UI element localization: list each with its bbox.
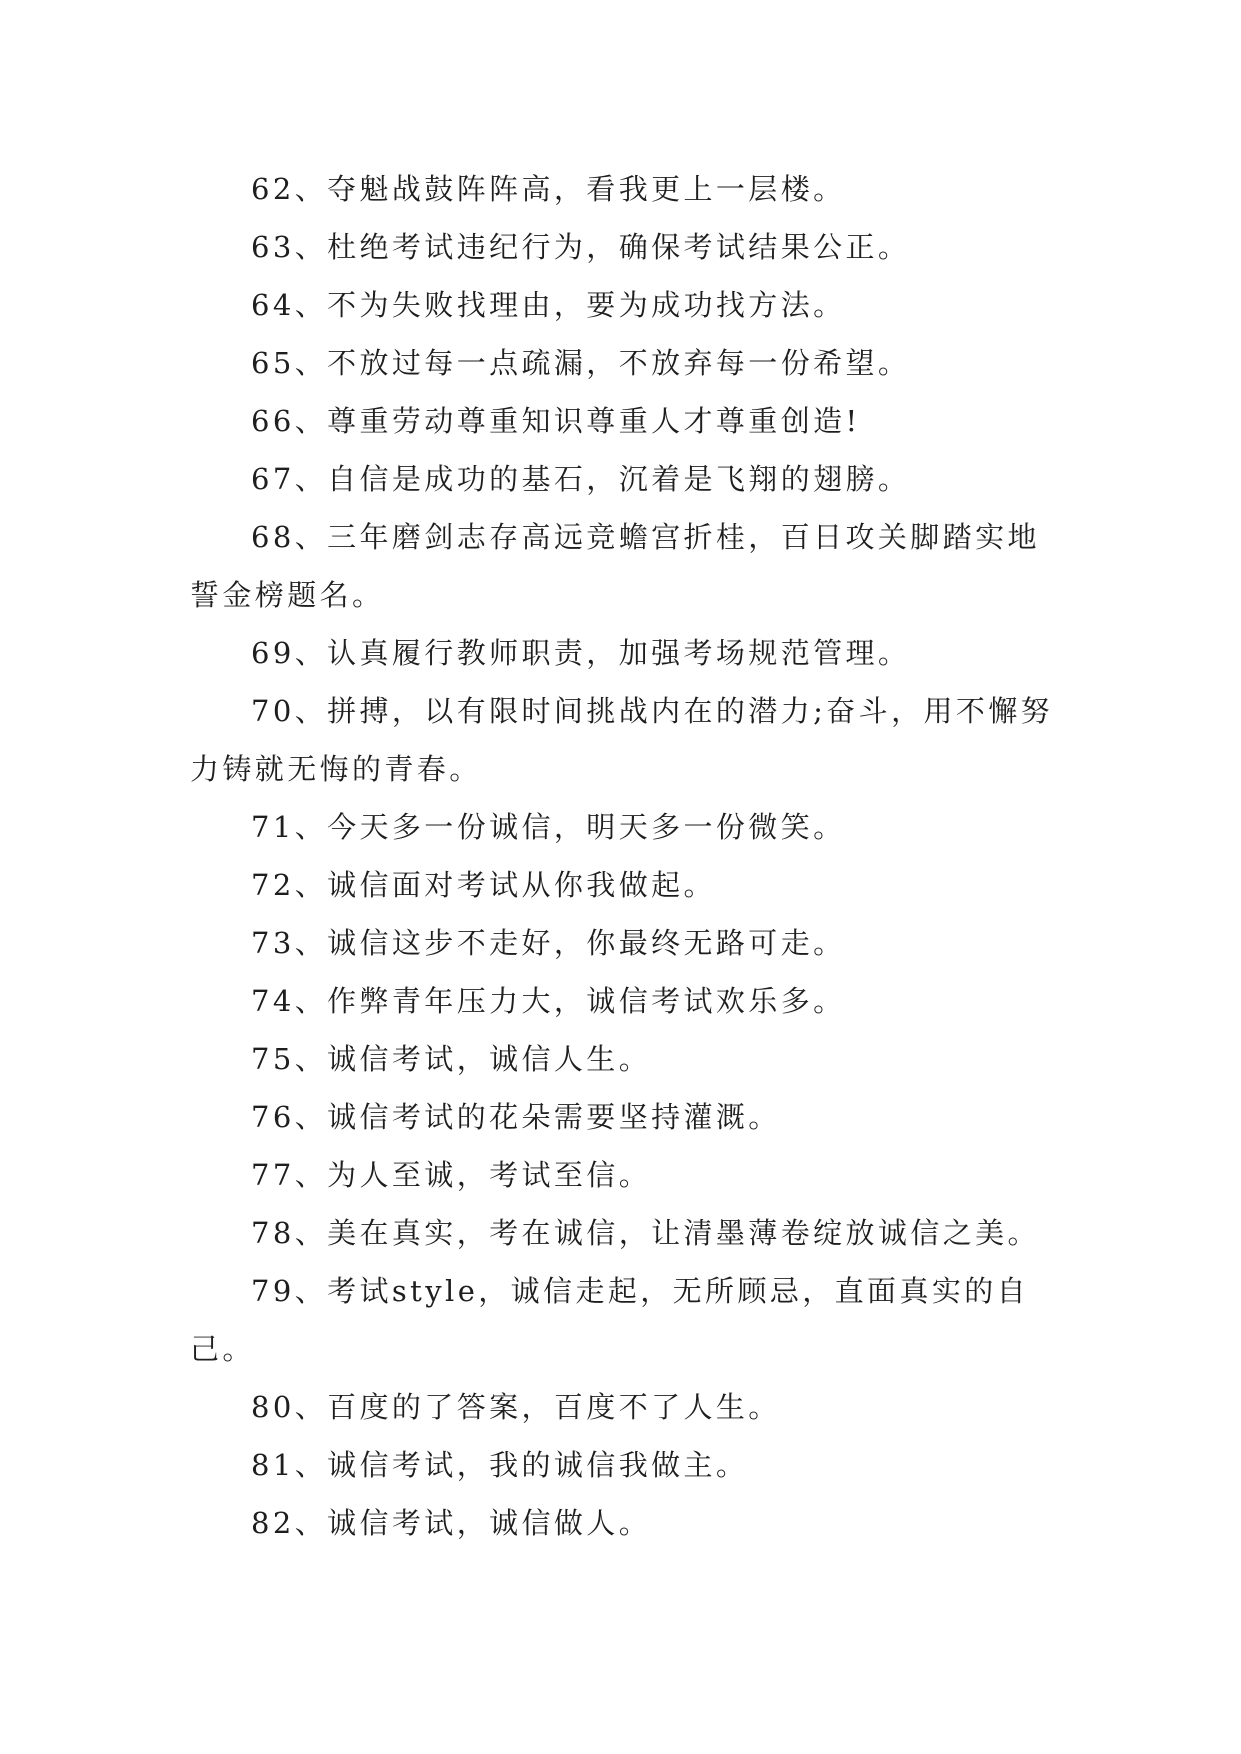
paragraph-75: 75、诚信考试，诚信人生。 xyxy=(251,1042,652,1076)
document-body xyxy=(190,160,1070,1552)
paragraph-70: 70、拼搏，以有限时间挑战内在的潜力;奋斗，用不懈努力铸就无悔的青春。 xyxy=(190,694,1054,786)
paragraph-66: 66、尊重劳动尊重知识尊重人才尊重创造! xyxy=(251,404,861,438)
paragraph-76: 76、诚信考试的花朵需要坚持灌溉。 xyxy=(251,1100,781,1134)
paragraph-74: 74、作弊青年压力大，诚信考试欢乐多。 xyxy=(251,984,846,1018)
paragraph-80: 80、百度的了答案，百度不了人生。 xyxy=(251,1390,781,1424)
paragraph-63: 63、杜绝考试违纪行为，确保考试结果公正。 xyxy=(251,230,911,264)
paragraph-78: 78、美在真实，考在诚信，让清墨薄卷绽放诚信之美。 xyxy=(251,1216,1040,1250)
paragraph-73: 73、诚信这步不走好，你最终无路可走。 xyxy=(251,926,846,960)
paragraph-79: 79、考试style，诚信走起，无所顾忌，直面真实的自己。 xyxy=(190,1274,1030,1366)
paragraph-68: 68、三年磨剑志存高远竞蟾宫折桂，百日攻关脚踏实地誓金榜题名。 xyxy=(190,520,1040,612)
paragraph-72: 72、诚信面对考试从你我做起。 xyxy=(251,868,716,902)
paragraph-65: 65、不放过每一点疏漏，不放弃每一份希望。 xyxy=(251,346,911,380)
paragraph-67: 67、自信是成功的基石，沉着是飞翔的翅膀。 xyxy=(251,462,911,496)
paragraph-81: 81、诚信考试，我的诚信我做主。 xyxy=(251,1448,749,1482)
paragraph-62: 62、夺魁战鼓阵阵高，看我更上一层楼。 xyxy=(251,172,846,206)
paragraph-71: 71、今天多一份诚信，明天多一份微笑。 xyxy=(251,810,846,844)
paragraph-64: 64、不为失败找理由，要为成功找方法。 xyxy=(251,288,846,322)
paragraph-82: 82、诚信考试，诚信做人。 xyxy=(251,1506,652,1540)
paragraph-69: 69、认真履行教师职责，加强考场规范管理。 xyxy=(251,636,911,670)
paragraph-77: 77、为人至诚，考试至信。 xyxy=(251,1158,652,1192)
